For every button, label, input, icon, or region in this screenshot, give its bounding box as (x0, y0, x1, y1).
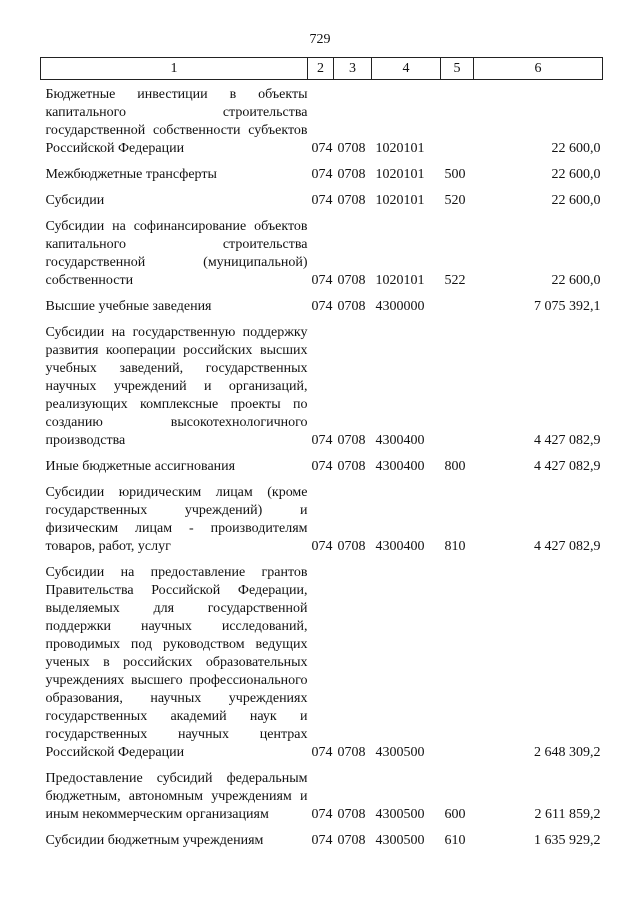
row-amount: 4 427 082,9 (534, 459, 601, 474)
row-amount: 1 635 929,2 (534, 833, 601, 848)
row-code-5 (441, 556, 474, 762)
row-code-4: 1020101 (375, 141, 425, 156)
row-code-3: 0708 (337, 433, 366, 448)
row-amount: 7 075 392,1 (534, 299, 601, 314)
row-amount: 4 427 082,9 (534, 433, 601, 448)
row-code-3: 0708 (337, 459, 366, 474)
row-code-3: 0708 (337, 299, 366, 314)
header-cell: 6 (474, 58, 603, 80)
table-row (41, 184, 603, 210)
row-code-3: 0708 (337, 807, 366, 822)
row-code-5 (441, 80, 474, 159)
table-row (41, 290, 603, 316)
header-row (41, 58, 603, 80)
row-code-4: 1020101 (375, 193, 425, 208)
row-amount: 2 648 309,2 (534, 745, 601, 760)
row-amount: 22 600,0 (551, 273, 601, 288)
row-code-4: 1020101 (375, 167, 425, 182)
row-amount: 22 600,0 (551, 167, 601, 182)
row-code-3: 0708 (337, 193, 366, 208)
row-code-3: 0708 (337, 539, 366, 554)
row-amount: 4 427 082,9 (534, 539, 601, 554)
row-amount: 22 600,0 (551, 141, 601, 156)
row-code-5: 810 (444, 539, 466, 554)
page-number: 729 (309, 32, 331, 47)
row-code-4: 4300400 (375, 459, 425, 474)
row-name: Бюджетные инвестиции в объекты капитального строительства государственной собственности субъектов Российской Федерации (45, 87, 308, 156)
row-code-4: 1020101 (375, 273, 425, 288)
row-code-4: 4300500 (375, 807, 425, 822)
row-name: Субсидии на софинансирование объектов капитального строительства государственной (муниципальной) собственности (45, 219, 308, 288)
row-name: Субсидии бюджетным учреждениям (45, 833, 264, 848)
table-row (41, 476, 603, 556)
row-amount: 22 600,0 (551, 193, 601, 208)
table-row (41, 762, 603, 824)
row-code-2: 074 (311, 433, 333, 448)
row-name: Субсидии на предоставление грантов Правительства Российской Федерации, выделяемых для государственной поддержки научных исследований, проводимых под руководством ведущих ученых в российских образовательных учреждениях высшего профессионального образования, научных учреждениях государственных академий наук и государственных научных центрах Российской Федерации (45, 565, 308, 760)
row-code-2: 074 (311, 273, 333, 288)
row-code-3: 0708 (337, 167, 366, 182)
table-row (41, 450, 603, 476)
table-row (41, 80, 603, 159)
row-code-4: 4300500 (375, 833, 425, 848)
row-code-3: 0708 (337, 273, 366, 288)
row-name: Межбюджетные трансферты (45, 167, 217, 182)
table-row (41, 210, 603, 290)
row-code-5: 610 (444, 833, 466, 848)
table-row (41, 824, 603, 850)
row-code-5 (441, 316, 474, 450)
row-code-5: 500 (444, 167, 466, 182)
row-code-2: 074 (311, 141, 333, 156)
row-code-2: 074 (311, 833, 333, 848)
row-name: Субсидии на государственную поддержку развития кооперации российских высших учебных заведений, государственных научных учреждений и организаций, реализующих комплексные проекты по созданию высокотехнологичного производства (45, 325, 308, 448)
table-row (41, 316, 603, 450)
row-name: Субсидии (45, 193, 105, 208)
row-code-4: 4300500 (375, 745, 425, 760)
row-code-2: 074 (311, 299, 333, 314)
row-code-5: 800 (444, 459, 466, 474)
row-name: Иные бюджетные ассигнования (45, 459, 236, 474)
row-code-4: 4300400 (375, 539, 425, 554)
row-name: Предоставление субсидий федеральным бюджетным, автономным учреждениям и иным некоммерческим организациям (45, 771, 308, 822)
row-code-3: 0708 (337, 745, 366, 760)
header-cell: 4 (372, 58, 441, 80)
row-code-3: 0708 (337, 141, 366, 156)
row-code-4: 4300400 (375, 433, 425, 448)
row-code-4: 4300000 (375, 299, 425, 314)
header-cell: 2 (308, 58, 334, 80)
header-cell: 5 (441, 58, 474, 80)
row-code-2: 074 (311, 807, 333, 822)
header-cell: 3 (334, 58, 372, 80)
table-row (41, 556, 603, 762)
table-body (41, 80, 603, 851)
row-code-5 (441, 290, 474, 316)
budget-table (40, 57, 603, 850)
row-name: Субсидии юридическим лицам (кроме государственных учреждений) и физическим лицам - производителям товаров, работ, услуг (45, 485, 308, 554)
row-code-2: 074 (311, 539, 333, 554)
row-code-3: 0708 (337, 833, 366, 848)
row-code-5: 600 (444, 807, 466, 822)
row-code-2: 074 (311, 167, 333, 182)
row-name: Высшие учебные заведения (45, 299, 212, 314)
row-code-2: 074 (311, 459, 333, 474)
row-amount: 2 611 859,2 (534, 807, 601, 822)
row-code-5: 522 (444, 273, 466, 288)
row-code-2: 074 (311, 745, 333, 760)
row-code-5: 520 (444, 193, 466, 208)
row-code-2: 074 (311, 193, 333, 208)
table-row (41, 158, 603, 184)
header-cell: 1 (41, 58, 308, 80)
